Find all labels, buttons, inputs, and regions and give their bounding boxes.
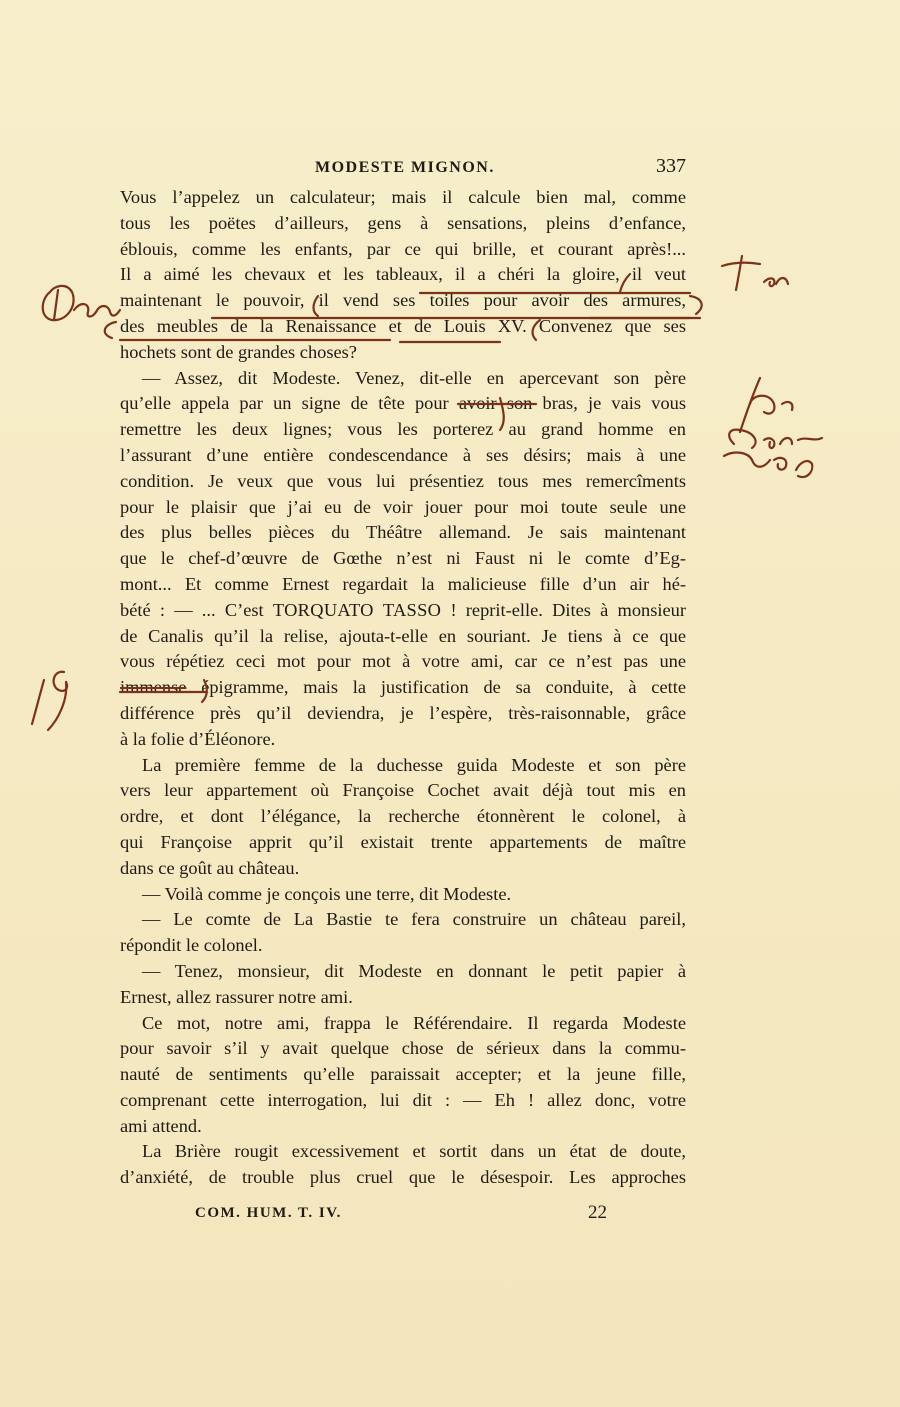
signature-line	[120, 1202, 686, 1228]
text-line: La Brière rougit excessivement et sortit dans un état de doute,	[142, 1141, 686, 1162]
body-text	[120, 185, 686, 1191]
text-line: — Le comte de La Bastie te fera construire un château pareil,	[142, 909, 686, 930]
text-line: vous répétiez ceci mot pour mot à votre ami, car ce n’est pas une	[120, 651, 686, 672]
text-line: des meubles de la Renaissance et de Louis XV. Convenez que ses	[120, 315, 686, 336]
text-line: ami attend.	[120, 1115, 202, 1136]
struck-word: immense	[120, 677, 187, 698]
text-fragment: épigramme, mais la justification de sa conduite, à cette	[201, 677, 686, 698]
left-margin-number-icon	[32, 672, 67, 730]
right-margin-plus-icon	[722, 256, 788, 290]
signature-number: 22	[588, 1202, 607, 1223]
text-line: qui Françoise apprit qu’il existait trente appartements de maître	[120, 831, 686, 852]
text-line: vers leur appartement où Françoise Cochet avait déjà tout mis en	[120, 780, 686, 801]
text-line: Vous l’appelez un calculateur; mais il calcule bien mal, comme	[120, 187, 686, 207]
text-line: répondit le colonel.	[120, 935, 263, 956]
text-line-immense	[120, 675, 686, 701]
text-line-torquato	[120, 598, 686, 624]
text-line: différence près qu’il deviendra, je l’espère, très-raisonnable, grâce	[120, 702, 686, 723]
text-line: — Tenez, monsieur, dit Modeste en donnant le petit papier à	[142, 960, 686, 981]
text-line: pour savoir s’il y avait quelque chose de sérieux dans la commu-	[120, 1038, 686, 1059]
text-line: éblouis, comme les enfants, par ce qui brille, et courant après!...	[120, 238, 686, 259]
text-fragment: ! reprit-elle. Dites à monsieur	[450, 599, 686, 620]
text-line: qu’elle appela par un signe de tête pour avoir son bras, je vais vous	[120, 393, 686, 414]
right-margin-note-icon	[724, 378, 822, 477]
text-line: mont... Et comme Ernest regardait la malicieuse fille d’un air hé-	[120, 573, 686, 594]
text-line: à la folie d’Éléonore.	[120, 728, 276, 749]
text-line: d’anxiété, de trouble plus cruel que le désespoir. Les approches	[120, 1167, 686, 1188]
left-margin-note-icon	[43, 286, 120, 320]
text-line: de Canalis qu’il la relise, ajouta-t-elle en souriant. Je tiens à ce que	[120, 625, 686, 646]
title-torquato-tasso: TORQUATO TASSO	[272, 599, 442, 620]
text-line: nauté de sentiments qu’elle paraissait accepter; et la jeune fille,	[120, 1064, 686, 1085]
page-number: 337	[656, 155, 686, 177]
running-head	[120, 155, 686, 181]
text-line: remettre les deux lignes; vous les porterez au grand homme en	[120, 419, 686, 440]
text-line: dans ce goût au château.	[120, 857, 300, 878]
running-title: MODESTE MIGNON.	[315, 159, 495, 176]
text-line: que le chef-d’œuvre de Gœthe n’est ni Faust ni le comte d’Eg-	[120, 548, 686, 569]
text-line: hochets sont de grandes choses?	[120, 341, 357, 362]
text-line: — Voilà comme je conçois une terre, dit Modeste.	[142, 883, 512, 904]
signature-mark: COM. HUM. T. IV.	[195, 1205, 342, 1221]
text-line: pour le plaisir que j’ai eu de voir jouer pour moi toute seule une	[120, 496, 686, 517]
text-line: — Assez, dit Modeste. Venez, dit-elle en apercevant son père	[142, 367, 686, 388]
text-fragment: bété : — ... C’est	[120, 599, 264, 620]
text-line: des plus belles pièces du Théâtre allemand. Je sais maintenant	[120, 522, 686, 543]
text-line: ordre, et dont l’élégance, la recherche étonnèrent le colonel, à	[120, 806, 686, 827]
text-line: comprenant cette interrogation, lui dit : — Eh ! allez donc, votre	[120, 1089, 686, 1110]
text-line: Il a aimé les chevaux et les tableaux, il a chéri la gloire, il veut	[120, 264, 686, 285]
text-line: condition. Je veux que vous lui présentiez tous mes remercîments	[120, 470, 686, 491]
text-line: Ernest, allez rassurer notre ami.	[120, 986, 353, 1007]
text-line: Ce mot, notre ami, frappa le Référendaire. Il regarda Modeste	[142, 1012, 686, 1033]
text-line: La première femme de la duchesse guida Modeste et son père	[142, 754, 686, 775]
text-line: l’assurant d’une entière condescendance à ses désirs; mais à une	[120, 444, 686, 465]
text-line: tous les poëtes d’ailleurs, gens à sensations, pleins d’enfance,	[120, 212, 686, 233]
text-line: maintenant le pouvoir, il vend ses toiles pour avoir des armures,	[120, 290, 686, 311]
